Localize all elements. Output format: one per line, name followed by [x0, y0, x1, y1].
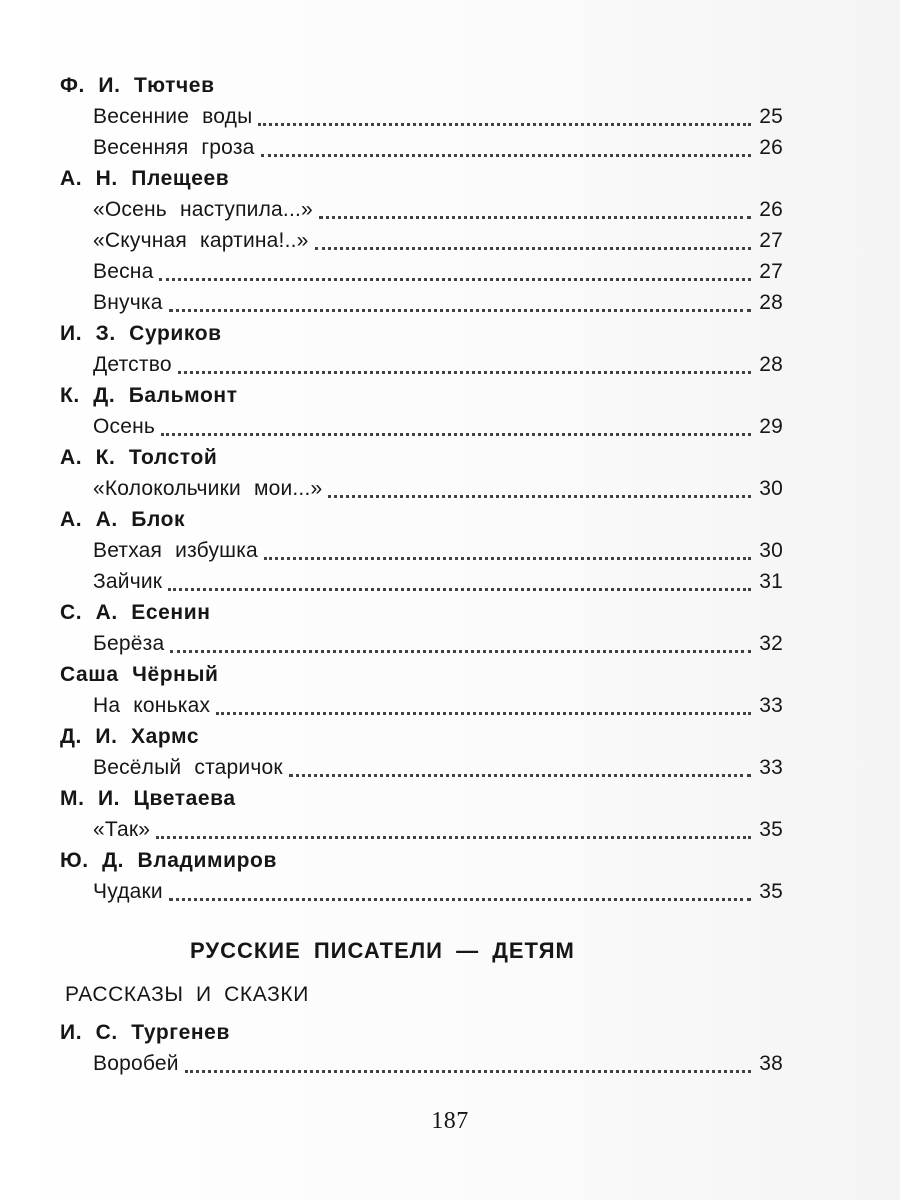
dot-leader	[169, 895, 751, 901]
entry-title: Чудаки	[93, 880, 163, 903]
author-name: И. З. Суриков	[60, 322, 222, 345]
author-name: А. К. Толстой	[60, 446, 218, 469]
entry-title: Детство	[93, 353, 172, 376]
section-heading: РУССКИЕ ПИСАТЕЛИ — ДЕТЯМ	[190, 938, 575, 963]
toc-entry[interactable]	[93, 692, 783, 720]
dot-leader	[178, 368, 751, 374]
author-name: А. А. Блок	[60, 508, 186, 531]
author-name: М. И. Цветаева	[60, 787, 236, 810]
entry-title: Зайчик	[93, 570, 163, 593]
entry-page-number: 29	[759, 415, 783, 438]
entry-page-number: 28	[759, 291, 783, 314]
entry-title: Осень	[93, 415, 156, 438]
toc-entry[interactable]	[93, 196, 783, 224]
entry-title: Весенняя гроза	[93, 136, 255, 159]
dot-leader	[216, 709, 751, 715]
entry-title: Берёза	[93, 632, 165, 655]
entry-title: Весна	[93, 260, 154, 283]
toc-entry[interactable]	[93, 475, 783, 503]
entry-title: «Колокольчики мои...»	[93, 477, 323, 500]
dot-leader	[315, 244, 751, 250]
toc-entry[interactable]	[93, 1050, 783, 1078]
dot-leader	[168, 585, 751, 591]
author-name: С. А. Есенин	[60, 601, 211, 624]
author-name: Д. И. Хармс	[60, 725, 200, 748]
entry-page-number: 35	[759, 818, 783, 841]
entry-page-number: 30	[759, 539, 783, 562]
entry-page-number: 27	[759, 229, 783, 252]
entry-title: Внучка	[93, 291, 163, 314]
toc-entry[interactable]	[93, 413, 783, 441]
dot-leader	[161, 430, 751, 436]
entry-page-number: 25	[759, 105, 783, 128]
page-number: 187	[431, 1108, 469, 1134]
toc-entry[interactable]	[93, 351, 783, 379]
author-name: А. Н. Плещеев	[60, 167, 230, 190]
entry-title: Воробей	[93, 1052, 179, 1075]
author-name: И. С. Тургенев	[60, 1021, 230, 1044]
entry-title: «Скучная картина!..»	[93, 229, 309, 252]
toc-entry[interactable]	[93, 289, 783, 317]
entry-page-number: 33	[759, 694, 783, 717]
entry-page-number: 38	[759, 1052, 783, 1075]
entry-title: «Осень наступила...»	[93, 198, 313, 221]
toc-entry[interactable]	[93, 630, 783, 658]
entry-title: Ветхая избушка	[93, 539, 258, 562]
dot-leader	[156, 833, 751, 839]
dot-leader	[170, 647, 751, 653]
entry-page-number: 33	[759, 756, 783, 779]
entry-page-number: 26	[759, 136, 783, 159]
toc-entry[interactable]	[93, 258, 783, 286]
author-name: К. Д. Бальмонт	[60, 384, 238, 407]
author-name: Ф. И. Тютчев	[60, 74, 215, 97]
toc-entry[interactable]	[93, 537, 783, 565]
entry-title: Весенние воды	[93, 105, 253, 128]
dot-leader	[261, 151, 751, 157]
entry-title: На коньках	[93, 694, 211, 717]
entry-page-number: 32	[759, 632, 783, 655]
toc-entry[interactable]	[93, 568, 783, 596]
dot-leader	[328, 492, 751, 498]
dot-leader	[289, 771, 751, 777]
toc-entry[interactable]	[93, 227, 783, 255]
entry-title: Весёлый старичок	[93, 756, 283, 779]
toc-entry[interactable]	[93, 878, 783, 906]
entry-page-number: 30	[759, 477, 783, 500]
toc-entry[interactable]	[93, 754, 783, 782]
toc-entry[interactable]	[93, 816, 783, 844]
author-name: Саша Чёрный	[60, 663, 219, 686]
entry-page-number: 31	[759, 570, 783, 593]
entry-page-number: 28	[759, 353, 783, 376]
section-subheading: РАССКАЗЫ И СКАЗКИ	[65, 983, 309, 1006]
entry-page-number: 35	[759, 880, 783, 903]
toc-entry[interactable]	[93, 103, 783, 131]
dot-leader	[264, 554, 751, 560]
author-name: Ю. Д. Владимиров	[60, 849, 277, 872]
dot-leader	[169, 306, 751, 312]
dot-leader	[185, 1067, 751, 1073]
dot-leader	[319, 213, 751, 219]
entry-page-number: 27	[759, 260, 783, 283]
entry-title: «Так»	[93, 818, 151, 841]
toc-entry[interactable]	[93, 134, 783, 162]
entry-page-number: 26	[759, 198, 783, 221]
dot-leader	[258, 120, 751, 126]
dot-leader	[159, 275, 751, 281]
